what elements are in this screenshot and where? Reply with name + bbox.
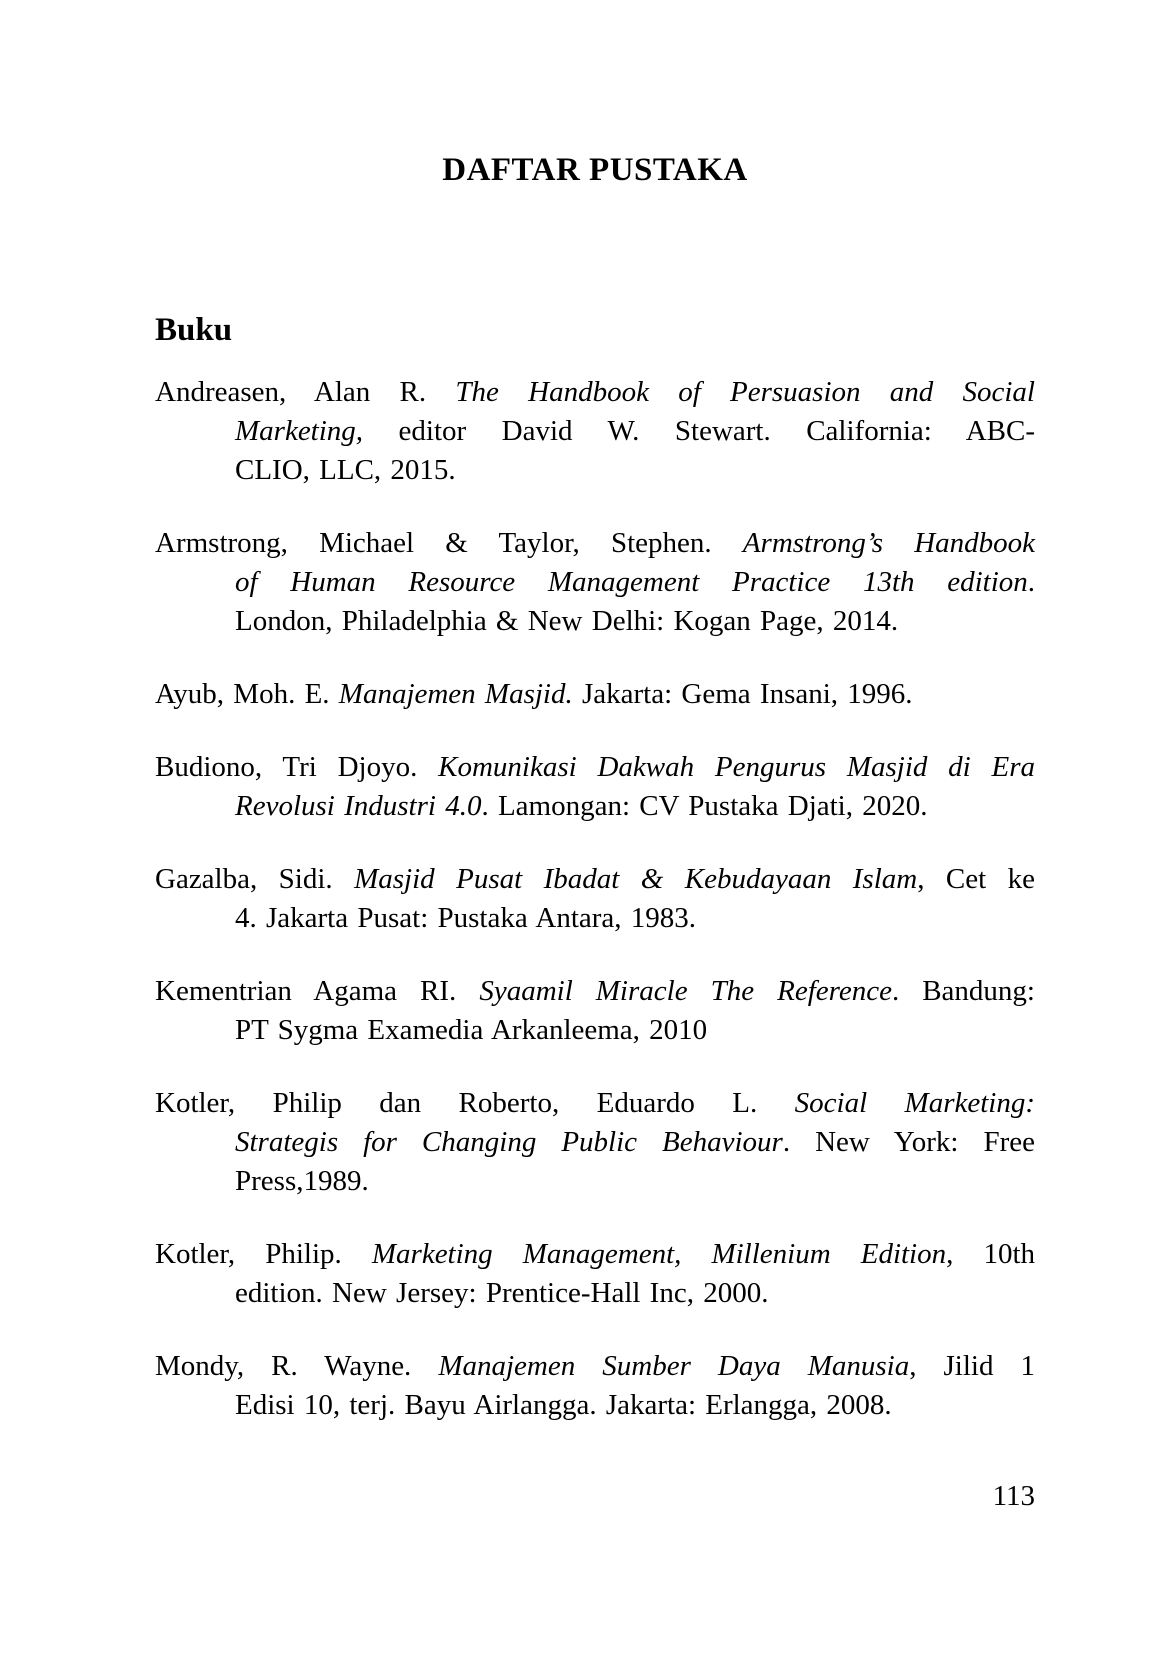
reference-text: Ayub, Moh. E. [155, 678, 339, 710]
reference-text: Armstrong, Michael & Taylor, Stephen. [155, 527, 743, 559]
reference-title-italic: Manajemen Masjid. [338, 678, 573, 710]
reference-title-italic: Masjid Pusat Ibadat & Kebudayaan Islam [354, 863, 918, 895]
reference-line [155, 1347, 1035, 1386]
reference-entry [155, 1347, 1035, 1425]
reference-text: editor David W. Stewart. California: ABC- [363, 415, 1035, 447]
reference-text: Budiono, Tri Djoyo. [155, 751, 439, 783]
reference-line [155, 602, 1035, 641]
reference-text: Mondy, R. Wayne. [155, 1350, 439, 1382]
reference-text: Jakarta: Gema Insani, 1996. [572, 678, 913, 710]
reference-line [155, 1235, 1035, 1274]
reference-text: Edisi 10, terj. Bayu Airlangga. Jakarta: Erlangga, 2008. [235, 1389, 892, 1421]
reference-title-italic: Manajemen Sumber Daya Manusia [438, 1350, 910, 1382]
reference-line [155, 451, 1035, 490]
reference-title-italic: Marketing Management, Millenium Edition [371, 1238, 947, 1270]
reference-text: Andreasen, Alan R. [155, 376, 456, 408]
reference-line [155, 972, 1035, 1011]
reference-text: Gazalba, Sidi. [155, 863, 355, 895]
reference-text: Kotler, Philip dan Roberto, Eduardo L. [155, 1087, 795, 1119]
reference-text: , 10th [946, 1238, 1035, 1270]
reference-line [155, 1123, 1035, 1162]
reference-line [155, 563, 1035, 602]
reference-title-italic: The Handbook of Persuasion and Social [455, 376, 1035, 408]
reference-text: Kementrian Agama RI. [155, 975, 480, 1007]
reference-list [155, 373, 1035, 1425]
reference-line [155, 1162, 1035, 1201]
reference-line [155, 1386, 1035, 1425]
reference-entry [155, 748, 1035, 826]
reference-text: . [1027, 566, 1035, 598]
reference-line [155, 787, 1035, 826]
reference-text: London, Philadelphia & New Delhi: Kogan Page, 2014. [235, 605, 899, 637]
reference-entry [155, 860, 1035, 938]
reference-entry [155, 675, 1035, 714]
reference-entry [155, 373, 1035, 490]
reference-text: Press,1989. [235, 1165, 369, 1197]
reference-line [155, 1011, 1035, 1050]
reference-line [155, 412, 1035, 451]
reference-text: . Bandung: [891, 975, 1035, 1007]
reference-line [155, 675, 1035, 714]
reference-line [155, 860, 1035, 899]
reference-entry [155, 1235, 1035, 1313]
reference-text: . New York: Free [782, 1126, 1036, 1158]
reference-text: PT Sygma Examedia Arkanleema, 2010 [235, 1014, 708, 1046]
reference-title-italic: Revolusi Industri 4.0 [235, 790, 482, 822]
reference-text: Kotler, Philip. [155, 1238, 372, 1270]
reference-line [155, 1274, 1035, 1313]
reference-line [155, 748, 1035, 787]
page-number: 113 [992, 1480, 1035, 1512]
reference-entry [155, 972, 1035, 1050]
reference-text: , Cet ke [917, 863, 1035, 895]
reference-title-italic: Armstrong’s Handbook [742, 527, 1036, 559]
reference-text: edition. New Jersey: Prentice-Hall Inc, 2000. [235, 1277, 769, 1309]
reference-text: CLIO, LLC, 2015. [235, 454, 456, 486]
reference-title-italic: of Human Resource Management Practice 13th edition [235, 566, 1028, 598]
reference-text: 4. Jakarta Pusat: Pustaka Antara, 1983. [235, 902, 697, 934]
reference-title-italic: Marketing, [235, 415, 364, 447]
reference-line [155, 524, 1035, 563]
section-heading-buku: Buku [155, 312, 233, 348]
reference-title-italic: Komunikasi Dakwah Pengurus Masjid di Era [438, 751, 1035, 783]
reference-line [155, 1084, 1035, 1123]
page-title: DAFTAR PUSTAKA [442, 152, 748, 188]
reference-title-italic: Strategis for Changing Public Behaviour [235, 1126, 783, 1158]
reference-entry [155, 524, 1035, 641]
reference-entry [155, 1084, 1035, 1201]
reference-title-italic: Social Marketing: [794, 1087, 1036, 1119]
reference-line [155, 899, 1035, 938]
reference-text: , Jilid 1 [909, 1350, 1035, 1382]
reference-line [155, 373, 1035, 412]
reference-title-italic: Syaamil Miracle The Reference [479, 975, 892, 1007]
reference-text: . Lamongan: CV Pustaka Djati, 2020. [481, 790, 928, 822]
